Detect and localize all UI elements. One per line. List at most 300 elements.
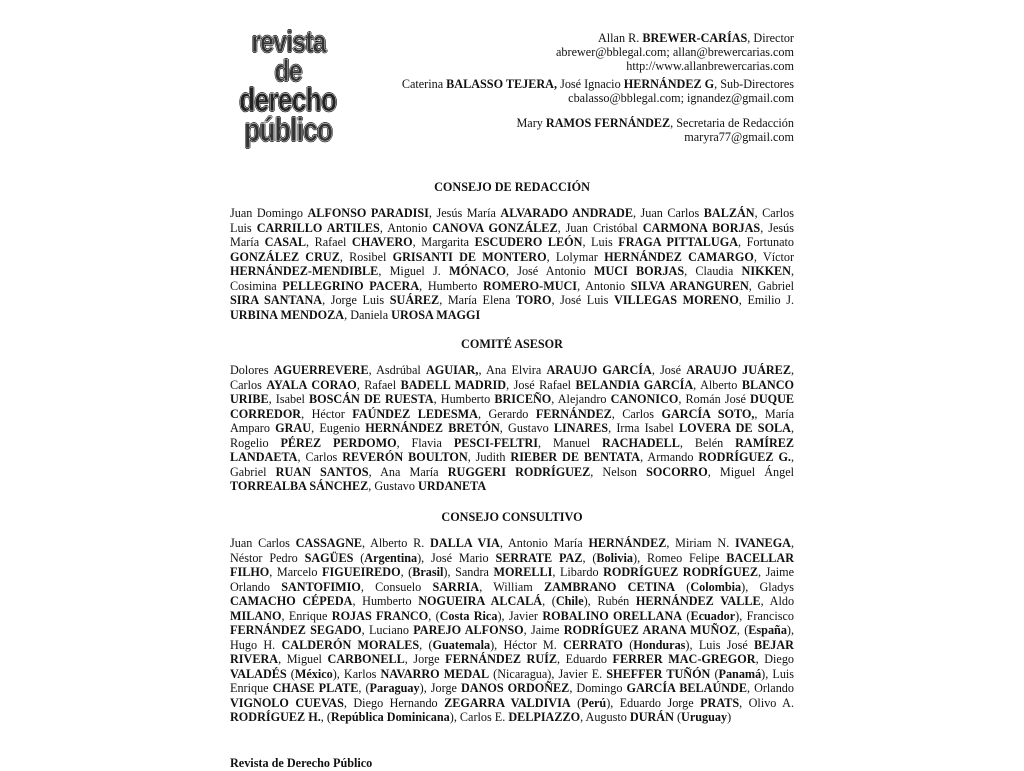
- member-text: Gabriel: [230, 464, 276, 479]
- member-country: Bolivia: [596, 550, 633, 565]
- member-text: Eugenio: [319, 421, 366, 435]
- member-surname: AGUIAR,: [425, 363, 479, 377]
- member-surname: BADELL MADRID: [400, 377, 507, 392]
- member-text: Manuel: [552, 435, 603, 450]
- subdirectors-role: , Sub-Directores: [714, 77, 794, 91]
- member-text: Javier: [508, 608, 543, 623]
- member-text: Orlando: [754, 681, 794, 695]
- member-entry: [412, 436, 539, 450]
- member-surname: VIGNOLO CUEVAS: [230, 695, 344, 710]
- member-surname: PAREJO ALFONSO: [413, 623, 524, 637]
- member-surname: ROJAS FRANCO: [331, 608, 429, 623]
- member-surname: DANOS ORDOÑEZ: [460, 681, 570, 695]
- member-text: Juan Carlos: [230, 536, 296, 550]
- member-entry: [319, 421, 499, 435]
- member-entry: [315, 235, 413, 249]
- member-text: Flavia: [411, 435, 454, 450]
- member-text: Daniela: [350, 307, 392, 322]
- member-surname: GARCÍA SOTO,: [661, 406, 755, 421]
- member-entry: [591, 235, 738, 249]
- member-text: José: [660, 363, 687, 377]
- member-text: Miguel J.: [389, 264, 450, 278]
- member-entry: [305, 450, 467, 464]
- member-surname: ROBALINO ORELLANA: [542, 608, 683, 623]
- member-text: Víctor: [762, 249, 795, 264]
- member-entry: [230, 206, 429, 220]
- member-text: (: [353, 550, 365, 565]
- member-entry: [460, 710, 580, 724]
- member-country: Paraguay: [369, 681, 420, 695]
- member-entry: [560, 565, 758, 579]
- member-text: Néstor Pedro: [230, 550, 305, 565]
- member-entry: [350, 308, 480, 322]
- member-entry: [448, 293, 552, 307]
- member-text: ): [735, 608, 740, 623]
- member-entry: [230, 536, 362, 550]
- member-text: Gustavo: [374, 479, 419, 493]
- member-text: Jorge Luis: [330, 293, 390, 307]
- member-surname: BLANCO URIBE: [230, 377, 795, 406]
- member-text: Gladys: [759, 579, 795, 594]
- secretary-email: maryra77@gmail.com: [684, 130, 794, 144]
- member-entry: [277, 565, 448, 579]
- member-surname: ALFONSO PARADISI: [307, 206, 429, 220]
- member-text: Javier E.: [558, 666, 607, 681]
- member-surname: VALADÉS: [230, 666, 287, 681]
- member-text: ): [332, 666, 337, 681]
- member-surname: VILLEGAS MORENO: [614, 293, 739, 307]
- member-surname: SUÁREZ: [389, 293, 440, 307]
- member-text: (: [286, 666, 295, 681]
- member-entry: [695, 264, 791, 278]
- member-surname: REVERÓN BOULTON: [342, 450, 468, 464]
- member-surname: PESCI-FELTRI: [453, 435, 539, 450]
- member-text: Luis: [591, 235, 619, 249]
- member-surname: SANTOFIMIO: [281, 579, 361, 594]
- member-entry: [514, 378, 694, 392]
- member-surname: GONZÁLEZ CRUZ: [230, 249, 340, 264]
- member-entry: [362, 594, 588, 608]
- member-surname: BEJAR RIVERA: [230, 637, 794, 666]
- member-entry: [369, 623, 524, 637]
- member-text: Humberto: [427, 278, 483, 293]
- member-surname: CHAVERO: [351, 235, 413, 249]
- section-heading: COMITÉ ASESOR: [461, 337, 563, 351]
- member-text: Nelson: [602, 464, 647, 479]
- member-entry: [517, 264, 684, 278]
- member-entry: [455, 565, 552, 579]
- member-surname: IVANEGA: [734, 536, 791, 550]
- member-text: (Nicaragua): [489, 666, 552, 681]
- member-surname: HERNÁNDEZ-MENDIBLE: [230, 264, 379, 278]
- member-country: España: [748, 623, 787, 637]
- member-surname: SOCORRO: [646, 464, 708, 479]
- member-surname: CALDERÓN MORALES: [281, 637, 420, 652]
- member-text: ): [443, 565, 448, 579]
- member-surname: UROSA MAGGI: [391, 307, 481, 322]
- member-entry: [553, 436, 680, 450]
- member-text: Carlos E.: [459, 710, 509, 724]
- member-surname: FERNÁNDEZ: [535, 406, 612, 421]
- member-entry: [566, 221, 761, 235]
- logo-line: público: [243, 111, 333, 149]
- member-entry: [428, 279, 577, 293]
- member-text: ): [761, 666, 766, 681]
- member-text: María Elena: [447, 293, 516, 307]
- member-text: Jesús María: [230, 220, 794, 249]
- member-text: Romeo Felipe: [646, 550, 727, 565]
- member-text: Juan Carlos: [640, 206, 704, 220]
- member-surname: CANONICO: [610, 392, 679, 406]
- member-entry: [376, 363, 478, 377]
- member-text: Belén: [694, 435, 736, 450]
- member-surname: URDANETA: [418, 479, 487, 493]
- member-text: Juan Cristóbal: [565, 220, 643, 235]
- member-surname: GRISANTI DE MONTERO: [392, 249, 547, 264]
- member-text: ): [497, 608, 502, 623]
- member-text: Jaime Orlando: [230, 565, 795, 594]
- member-surname: DURÁN: [629, 710, 674, 724]
- member-surname: MILANO: [230, 608, 282, 623]
- member-entry: [509, 609, 739, 623]
- member-text: (: [675, 579, 691, 594]
- member-entry: [431, 551, 637, 565]
- member-text: José Mario: [431, 550, 496, 565]
- member-entry: [622, 407, 754, 421]
- member-entry: [486, 363, 652, 377]
- subdirectors-emails: cbalasso@bblegal.com; ignandez@gmail.com: [568, 91, 794, 105]
- member-surname: PÉREZ PERDOMO: [280, 435, 397, 450]
- member-entry: [437, 206, 633, 220]
- member-surname: RACHADELL: [602, 435, 680, 450]
- consejo-redaccion-section: [230, 180, 794, 322]
- subdirector-surname: HERNÁNDEZ G: [623, 77, 715, 91]
- member-entry: [230, 436, 397, 450]
- member-text: ): [633, 550, 638, 565]
- member-text: Emilio J.: [747, 293, 794, 307]
- member-text: Alejandro: [557, 392, 611, 406]
- member-text: Domingo: [576, 681, 627, 695]
- member-surname: FRAGA PITTALUGA: [618, 235, 739, 249]
- member-text: Antonio: [585, 278, 631, 293]
- member-text: (: [673, 710, 682, 724]
- editors-block: [314, 31, 794, 155]
- member-text: Aldo: [769, 594, 795, 608]
- director-emails: abrewer@bblegal.com; allan@brewercarias.com: [556, 45, 794, 59]
- member-surname: MORELLI: [493, 565, 553, 579]
- member-entry: [287, 652, 405, 666]
- member-country: Brasil: [412, 565, 444, 579]
- member-entry: [230, 465, 369, 479]
- member-surname: RUAN SANTOS: [275, 464, 369, 479]
- member-surname: CARRILLO ARTILES: [256, 220, 380, 235]
- member-country: Chile: [555, 594, 584, 608]
- logo-line: derecho: [239, 81, 337, 119]
- member-entry: [559, 667, 766, 681]
- member-text: Alberto: [700, 377, 742, 392]
- subdirectors-entry: [314, 77, 794, 105]
- member-entry: [230, 551, 421, 565]
- member-entry: [390, 264, 506, 278]
- secretary-line: [314, 116, 794, 130]
- member-entry: [616, 421, 791, 435]
- member-text: Luciano: [368, 623, 414, 637]
- member-text: ): [419, 681, 424, 695]
- member-surname: MUCI BORJAS: [593, 264, 685, 278]
- member-surname: CASSAGNE: [295, 536, 362, 550]
- member-entry: [531, 623, 791, 637]
- member-surname: ARAUJO GARCÍA: [546, 363, 652, 377]
- member-surname: GRAU: [275, 421, 312, 435]
- member-surname: CANOVA GONZÁLEZ: [432, 220, 558, 235]
- member-entry: [560, 293, 739, 307]
- member-text: Francisco: [746, 608, 794, 623]
- member-entry: [675, 536, 791, 550]
- member-text: José Luis: [560, 293, 615, 307]
- members-paragraph: Juan Carlos CASSAGNE, Alberto R. DALLA VIA, Antonio María HERNÁNDEZ, Miriam N. IVANEGA, Néstor Pedro SAGÜES (Argentina), José Mario SERRATE PAZ, (Bolivia), Romeo Felipe BACELLAR FILHO, Marcelo FIGUEIREDO, (Brasil), Sandra MORELLI, Libardo RODRÍGUEZ RODRÍGUEZ, Jaime Orlando SANTOFIMIO, Consuelo SARRIA, William ZAMBRANO CETINA (Colombia), Gladys CAMACHO CÉPEDA, Humberto NOGUEIRA ALCALÁ, (Chile), Rubén HERNÁNDEZ VALLE, Aldo MILANO, Enrique ROJAS FRANCO, (Costa Rica), Javier ROBALINO ORELLANA (Ecuador), Francisco FERNÁNDEZ SEGADO, Luciano PAREJO ALFONSO, Jaime RODRÍGUEZ ARANA MUÑOZ, (España), Hugo H. CALDERÓN MORALES, (Guatemala), Héctor M. CERRATO (Honduras), Luis José BEJAR RIVERA, Miguel CARBONELL, Jorge FERNÁNDEZ RUÍZ, Eduardo FERRER MAC-GREGOR, Diego VALADÉS (México), Karlos NAVARRO MEDAL (Nicaragua), Javier E. SHEFFER TUÑÓN (Panamá), Luis Enrique CHASE PLATE, (Paraguay), Jorge DANOS ORDOÑEZ, Domingo GARCÍA BELAÚNDE, Orlando VIGNOLO CUEVAS, Diego Hernando ZEGARRA VALDIVIA (Perú), Eduardo Jorge PRATS, Olivo A. RODRÍGUEZ H., (República Dominicana), Carlos E. DELPIAZZO, Augusto DURÁN (Uruguay): [230, 536, 795, 724]
- subdirector-surname: BALASSO TEJERA,: [446, 77, 558, 91]
- member-text: ): [583, 594, 588, 608]
- member-country: Argentina: [364, 550, 418, 565]
- member-text: (: [710, 666, 719, 681]
- member-text: Irma Isabel: [616, 421, 679, 435]
- member-entry: [585, 279, 749, 293]
- member-entry: [431, 681, 570, 695]
- member-text: Antonio: [387, 220, 433, 235]
- member-entry: [344, 667, 551, 681]
- member-text: Rafael: [364, 377, 401, 392]
- member-text: ): [786, 623, 791, 637]
- member-surname: BRICEÑO: [494, 392, 552, 406]
- member-surname: CHASE PLATE: [272, 681, 359, 695]
- member-text: ): [685, 637, 690, 652]
- member-entry: [230, 638, 494, 652]
- member-country: Panamá: [718, 666, 762, 681]
- member-text: Judith: [475, 450, 511, 464]
- member-text: , (: [582, 550, 597, 565]
- member-text: Carlos: [622, 406, 662, 421]
- member-entry: [597, 594, 760, 608]
- member-text: Ana Elvira: [486, 363, 547, 377]
- member-text: Sandra: [455, 565, 494, 579]
- director-first-name: Allan R.: [597, 31, 643, 45]
- member-text: Armando: [647, 450, 699, 464]
- member-surname: SERRATE PAZ: [495, 550, 583, 565]
- member-text: Antonio María: [507, 536, 589, 550]
- member-surname: ARAUJO JUÁREZ: [686, 363, 791, 377]
- member-entry: [380, 465, 590, 479]
- member-surname: FIGUEIREDO: [322, 565, 401, 579]
- member-text: , (: [428, 608, 440, 623]
- member-entry: [364, 378, 506, 392]
- member-text: ): [490, 637, 495, 652]
- member-surname: SHEFFER TUÑÓN: [606, 666, 711, 681]
- member-entry: [476, 450, 640, 464]
- member-entry: [230, 363, 369, 377]
- member-text: Asdrúbal: [376, 363, 426, 377]
- member-text: ): [449, 710, 454, 724]
- member-surname: TORO: [515, 293, 552, 307]
- member-surname: NAVARRO MEDAL: [380, 666, 490, 681]
- member-country: Ecuador: [690, 608, 736, 623]
- member-surname: CARBONELL: [327, 652, 405, 666]
- member-text: Gustavo: [508, 421, 554, 435]
- member-surname: FERNÁNDEZ RUÍZ: [445, 652, 558, 666]
- member-entry: [312, 407, 478, 421]
- member-entry: [647, 450, 791, 464]
- member-text: ): [727, 710, 732, 724]
- member-surname: BELANDIA GARCÍA: [575, 377, 694, 392]
- member-entry: [230, 279, 419, 293]
- member-surname: BOSCÁN DE RUESTA: [309, 392, 434, 406]
- member-entry: [602, 465, 707, 479]
- member-text: Cosimina: [230, 278, 283, 293]
- member-country: Colombia: [690, 579, 742, 594]
- member-text: Enrique: [288, 608, 332, 623]
- member-surname: NIKKEN: [741, 264, 791, 278]
- member-surname: PELLEGRINO PACERA: [282, 278, 420, 293]
- secretary-first-name: Mary: [516, 116, 546, 130]
- subdirectors-line: [314, 77, 794, 91]
- member-text: Gerardo: [488, 406, 536, 421]
- member-surname: HERNÁNDEZ VALLE: [635, 594, 761, 608]
- member-surname: AYALA CORAO: [266, 377, 357, 392]
- member-surname: ZAMBRANO CETINA: [543, 579, 676, 594]
- secretary-surname: RAMOS FERNÁNDEZ: [545, 116, 671, 130]
- member-text: Diego: [764, 652, 795, 666]
- member-text: ): [741, 579, 746, 594]
- member-surname: CAMACHO CÉPEDA: [230, 594, 353, 608]
- member-entry: [641, 206, 755, 220]
- member-surname: MÓNACO: [449, 264, 506, 278]
- member-text: Héctor: [311, 406, 353, 421]
- member-surname: ALVARADO ANDRADE: [500, 206, 633, 220]
- consejo-consultivo-section: [230, 510, 794, 725]
- member-surname: CERRATO: [563, 637, 623, 652]
- logo-line: de: [274, 52, 302, 88]
- member-entry: [620, 696, 739, 710]
- member-entry: [353, 696, 610, 710]
- member-text: Isabel: [275, 392, 310, 406]
- director-surname: BREWER-CARÍAS: [642, 31, 748, 45]
- member-surname: CASAL: [264, 235, 306, 249]
- member-surname: GARCÍA BELAÚNDE: [626, 681, 747, 695]
- member-entry: [503, 638, 689, 652]
- comite-asesor-section: [230, 337, 794, 494]
- member-text: (: [682, 608, 691, 623]
- member-surname: RODRÍGUEZ G.: [698, 450, 791, 464]
- director-role: , Director: [747, 31, 794, 45]
- member-surname: LINARES: [553, 421, 609, 435]
- member-entry: [387, 221, 557, 235]
- member-entry: [289, 609, 502, 623]
- member-surname: SARRIA: [432, 579, 480, 594]
- member-text: Ana María: [380, 464, 448, 479]
- member-surname: HERNÁNDEZ: [588, 536, 667, 550]
- member-surname: PRATS: [700, 695, 740, 710]
- member-text: Dolores: [230, 363, 274, 377]
- member-surname: BALZÁN: [703, 206, 755, 220]
- section-heading: CONSEJO DE REDACCIÓN: [434, 180, 590, 194]
- member-country: Honduras: [633, 637, 686, 652]
- member-text: Karlos: [343, 666, 381, 681]
- member-entry: [586, 710, 732, 724]
- member-text: Eduardo: [565, 652, 613, 666]
- member-surname: CARMONA BORJAS: [642, 220, 761, 235]
- member-text: María Amparo: [230, 406, 794, 435]
- member-surname: RODRÍGUEZ H.: [230, 710, 321, 724]
- subdirector-first-name: Caterina: [401, 77, 447, 91]
- member-text: (: [570, 695, 582, 710]
- member-text: Jorge: [430, 681, 461, 695]
- member-text: Alberto R.: [370, 536, 430, 550]
- member-surname: DELPIAZZO: [508, 710, 581, 724]
- member-entry: [370, 536, 500, 550]
- member-text: Gabriel: [757, 278, 795, 293]
- member-entry: [375, 580, 479, 594]
- member-text: Margarita: [421, 235, 475, 249]
- member-surname: URBINA MENDOZA: [230, 307, 345, 322]
- member-surname: SILVA ARANGUREN: [630, 278, 749, 293]
- member-country: Perú: [581, 695, 607, 710]
- member-text: Rafael: [314, 235, 352, 249]
- member-entry: [349, 250, 546, 264]
- member-text: Olivo A.: [748, 695, 794, 710]
- member-text: Héctor M.: [503, 637, 564, 652]
- member-text: ): [606, 695, 611, 710]
- member-entry: [508, 421, 608, 435]
- members-paragraph: Juan Domingo ALFONSO PARADISI, Jesús María ALVARADO ANDRADE, Juan Carlos BALZÁN, Carlos Luis CARRILLO ARTILES, Antonio CANOVA GONZÁLEZ, Juan Cristóbal CARMONA BORJAS, Jesús María CASAL, Rafael CHAVERO, Margarita ESCUDERO LEÓN, Luis FRAGA PITTALUGA, Fortunato GONZÁLEZ CRUZ, Rosibel GRISANTI DE MONTERO, Lolymar HERNÁNDEZ CAMARGO, Víctor HERNÁNDEZ-MENDIBLE, Miguel J. MÓNACO, José Antonio MUCI BORJAS, Claudia NIKKEN, Cosimina PELLEGRINO PACERA, Humberto ROMERO-MUCI, Antonio SILVA ARANGUREN, Gabriel SIRA SANTANA, Jorge Luis SUÁREZ, María Elena TORO, José Luis VILLEGAS MORENO, Emilio J. URBINA MENDOZA, Daniela UROSA MAGGI: [230, 206, 795, 322]
- member-text: Marcelo: [276, 565, 323, 579]
- member-surname: RODRÍGUEZ ARANA MUÑOZ: [563, 623, 737, 637]
- member-text: Claudia: [695, 264, 742, 278]
- member-text: , (: [320, 710, 331, 724]
- member-surname: TORREALBA SÁNCHEZ: [230, 479, 369, 493]
- member-surname: HERNÁNDEZ CAMARGO: [604, 249, 754, 264]
- member-text: William: [493, 579, 544, 594]
- member-surname: HERNÁNDEZ BRETÓN: [365, 421, 500, 435]
- member-surname: ESCUDERO LEÓN: [474, 235, 583, 249]
- member-entry: [488, 407, 611, 421]
- director-line: [314, 31, 794, 45]
- member-text: Rubén: [597, 594, 636, 608]
- member-surname: SAGÜES: [304, 550, 354, 565]
- member-surname: LOVERA DE SOLA: [678, 421, 791, 435]
- member-text: Jaime: [530, 623, 564, 637]
- member-text: (: [622, 637, 634, 652]
- member-text: ): [417, 550, 422, 565]
- member-text: Consuelo: [375, 579, 433, 594]
- member-country: Uruguay: [681, 710, 728, 724]
- member-entry: [331, 293, 439, 307]
- member-surname: ZEGARRA VALDIVIA: [444, 695, 571, 710]
- member-text: Miriam N.: [675, 536, 735, 550]
- member-surname: AGUERREVERE: [273, 363, 369, 377]
- member-text: Humberto: [362, 594, 419, 608]
- member-entry: [374, 479, 486, 493]
- member-entry: [276, 392, 434, 406]
- member-text: , (: [736, 623, 749, 637]
- member-country: Costa Rica: [439, 608, 498, 623]
- member-text: Fortunato: [746, 235, 795, 249]
- member-entry: [558, 392, 679, 406]
- member-country: Guatemala: [432, 637, 491, 652]
- member-entry: [441, 392, 551, 406]
- member-text: Carlos: [230, 377, 267, 392]
- member-text: Libardo: [559, 565, 604, 579]
- member-text: Román José: [685, 392, 751, 406]
- member-text: Jesús María: [436, 206, 501, 220]
